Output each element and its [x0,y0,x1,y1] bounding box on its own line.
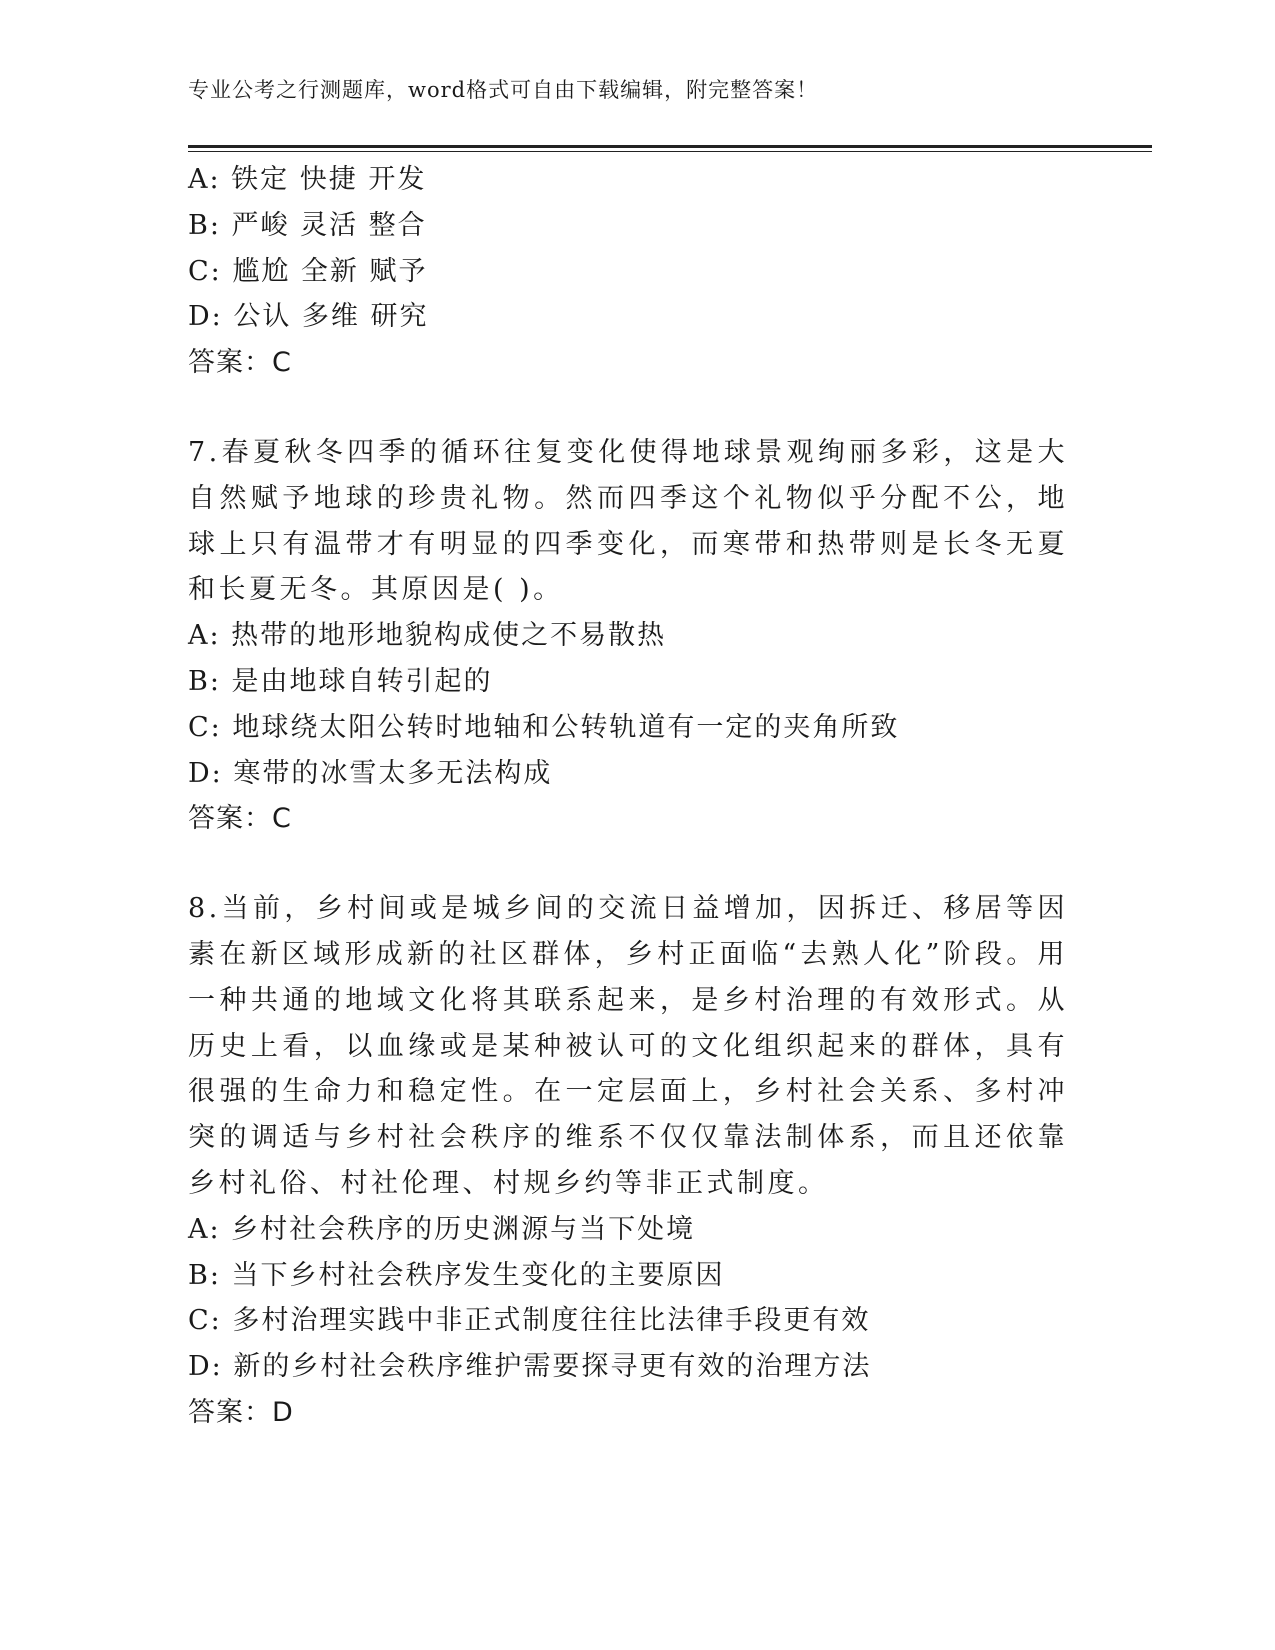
option-c: C: 尴尬 全新 赋予 [188,255,428,287]
question-6 [188,157,1068,386]
question-stem: 8.当前，乡村间或是城乡间的交流日益增加，因拆迁、移居等因素在新区域形成新的社区群体，乡村正面临“去熟人化”阶段。用一种共通的地域文化将其联系起来，是乡村治理的有效形式。从历史上看，以血缘或是某种被认可的文化组织起来的群体，具有很强的生命力和稳定性。在一定层面上，乡村社会关系、多村冲突的调适与乡村社会秩序的维系不仅仅靠法制体系，而且还依靠乡村礼俗、村社伦理、村规乡约等非正式制度。 [188,893,1068,1199]
page-header: 专业公考之行测题库，word格式可自由下载编辑，附完整答案！ [188,78,819,102]
answer-line: 答案：C [188,347,292,379]
option-d: D: 新的乡村社会秩序维护需要探寻更有效的治理方法 [188,1351,872,1383]
option-c: C: 多村治理实践中非正式制度往往比法律手段更有效 [188,1305,871,1337]
question-list [188,157,1068,1436]
option-a: A: 乡村社会秩序的历史渊源与当下处境 [188,1213,696,1245]
question-stem: 7.春夏秋冬四季的循环往复变化使得地球景观绚丽多彩，这是大自然赋予地球的珍贵礼物。然而四季这个礼物似乎分配不公，地球上只有温带才有明显的四季变化，而寒带和热带则是长冬无夏和长夏无冬。其原因是( )。 [188,436,1068,606]
option-a: A: 热带的地形地貌构成使之不易散热 [188,620,667,652]
option-b: B: 是由地球自转引起的 [188,665,493,697]
option-d: D: 公认 多维 研究 [188,301,429,333]
option-b: B: 当下乡村社会秩序发生变化的主要原因 [188,1259,725,1291]
question-7 [188,430,1068,842]
answer-line: 答案：C [188,803,292,835]
option-d: D: 寒带的冰雪太多无法构成 [188,757,553,789]
option-c: C: 地球绕太阳公转时地轴和公转轨道有一定的夹角所致 [188,711,900,743]
option-a: A: 铁定 快捷 开发 [188,164,427,195]
answer-line: 答案：D [188,1396,294,1428]
option-b: B: 严峻 灵活 整合 [188,209,427,241]
header-divider [188,145,1152,148]
question-8 [188,886,1068,1436]
